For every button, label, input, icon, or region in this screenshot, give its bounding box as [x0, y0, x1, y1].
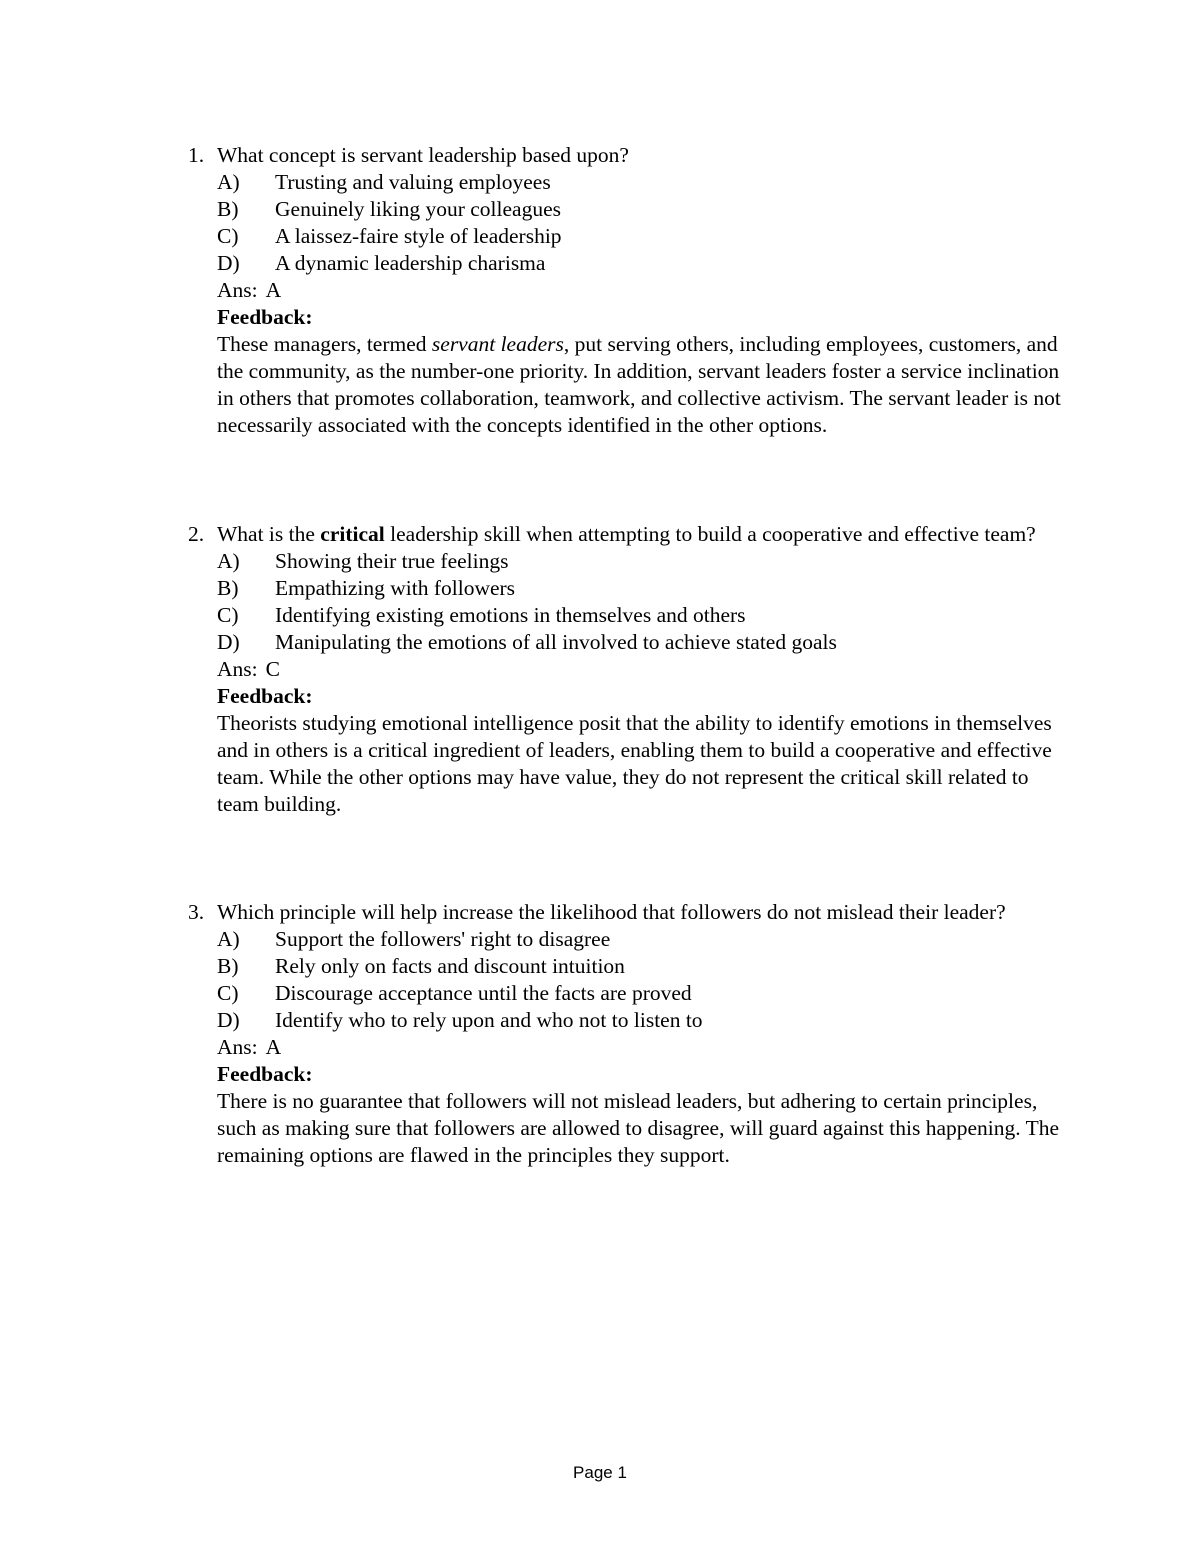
question-text-rest: leadership skill when attempting to build a cooperative and effective team?	[384, 522, 1036, 546]
option-a	[217, 169, 1068, 196]
option-letter: C)	[217, 981, 239, 1005]
option-a	[217, 548, 1068, 575]
option-letter: C)	[217, 603, 239, 627]
question-text-start: What is the	[217, 522, 321, 546]
question-text: What concept is servant leadership based upon?	[217, 143, 629, 167]
answer-line	[217, 277, 1068, 304]
question-text: Which principle will help increase the likelihood that followers do not mislead their leader?	[217, 900, 1006, 924]
answer-label: Ans:	[217, 657, 258, 681]
feedback-text	[217, 331, 1068, 439]
option-letter: A)	[217, 549, 240, 573]
feedback-label: Feedback:	[217, 305, 313, 329]
feedback-label: Feedback:	[217, 1062, 313, 1086]
question-1	[188, 142, 1068, 439]
question-body	[217, 899, 1068, 1169]
page-footer	[0, 1459, 1200, 1486]
option-letter: B)	[217, 576, 239, 600]
answer-label: Ans:	[217, 1035, 258, 1059]
option-text: Showing their true feelings	[275, 549, 509, 573]
question-body	[217, 521, 1068, 818]
option-d	[217, 629, 1068, 656]
question-text	[217, 521, 1068, 548]
question-number: 1.	[188, 143, 205, 167]
option-letter: B)	[217, 197, 239, 221]
question-3	[188, 899, 1068, 1169]
option-letter: A)	[217, 170, 240, 194]
option-text: A laissez-faire style of leadership	[275, 224, 562, 248]
answer-value: A	[265, 1035, 282, 1059]
option-letter: D)	[217, 251, 240, 275]
feedback-text-start: These managers, termed	[217, 332, 432, 356]
option-letter: D)	[217, 630, 240, 654]
option-text: Manipulating the emotions of all involved to achieve stated goals	[275, 630, 837, 654]
answer-value: A	[265, 278, 282, 302]
option-b	[217, 196, 1068, 223]
option-text: A dynamic leadership charisma	[275, 251, 546, 275]
option-c	[217, 223, 1068, 250]
question-body	[217, 142, 1068, 439]
answer-line	[217, 656, 1068, 683]
option-text: Trusting and valuing employees	[275, 170, 551, 194]
feedback-text: Theorists studying emotional intelligence posit that the ability to identify emotions in themselves and in others is a critical ingredient of leaders, enabling them to build a cooperative and effective team. While the other options may have value, they do not represent the critical skill related to team building.	[217, 711, 1052, 816]
question-2	[188, 521, 1068, 818]
question-number: 2.	[188, 522, 205, 546]
feedback-italic-term: servant leaders	[431, 332, 564, 356]
feedback-label: Feedback:	[217, 684, 313, 708]
option-d	[217, 1007, 1068, 1034]
option-text: Identify who to rely upon and who not to listen to	[275, 1008, 703, 1032]
answer-value: C	[265, 657, 280, 681]
feedback-text: There is no guarantee that followers will not mislead leaders, but adhering to certain principles, such as making sure that followers are allowed to disagree, will guard against this happening. The remaining options are flawed in the principles they support.	[217, 1089, 1060, 1167]
option-b	[217, 953, 1068, 980]
option-letter: D)	[217, 1008, 240, 1032]
option-letter: B)	[217, 954, 239, 978]
question-bold-term: critical	[320, 522, 385, 546]
question-number: 3.	[188, 900, 205, 924]
option-letter: C)	[217, 224, 239, 248]
option-c	[217, 980, 1068, 1007]
option-text: Empathizing with followers	[275, 576, 516, 600]
option-a	[217, 926, 1068, 953]
feedback-text-rest: , put serving others, including employees, customers, and the community, as the number-one priority. In addition, servant leaders foster a service inclination in others that promotes collaboration, teamwork, and collective activism. The servant leader is not necessarily associated with the concepts identified in the other options.	[217, 332, 1061, 437]
answer-label: Ans:	[217, 278, 258, 302]
option-text: Genuinely liking your colleagues	[275, 197, 561, 221]
option-text: Discourage acceptance until the facts are proved	[275, 981, 692, 1005]
option-d	[217, 250, 1068, 277]
option-text: Identifying existing emotions in themselves and others	[275, 603, 746, 627]
option-text: Support the followers' right to disagree	[275, 927, 611, 951]
option-b	[217, 575, 1068, 602]
option-text: Rely only on facts and discount intuition	[275, 954, 625, 978]
option-c	[217, 602, 1068, 629]
page-number: Page 1	[573, 1463, 627, 1482]
option-letter: A)	[217, 927, 240, 951]
answer-line	[217, 1034, 1068, 1061]
